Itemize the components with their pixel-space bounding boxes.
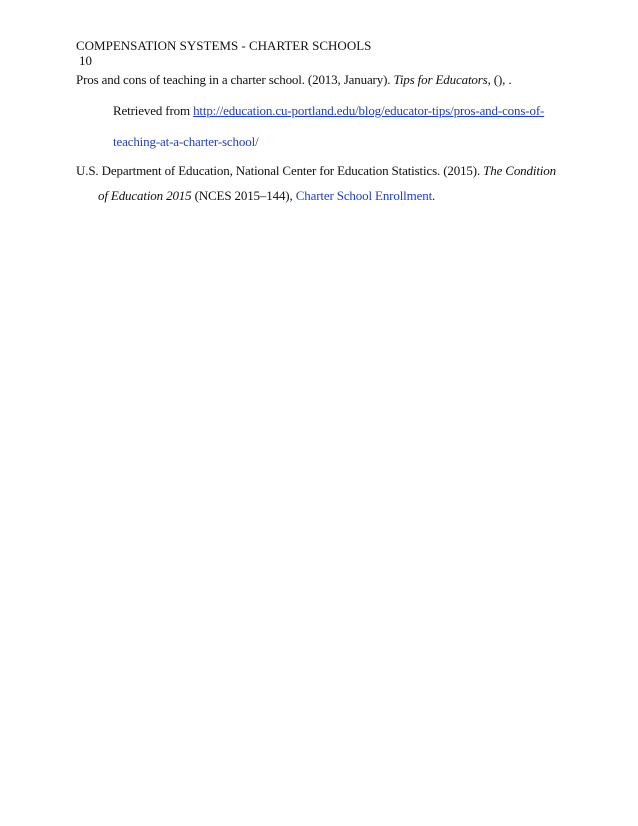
reference-1-retrieved-label: Retrieved from xyxy=(113,103,194,118)
reference-1-text: Pros and cons of teaching in a charter school. (2013, January). xyxy=(76,72,394,87)
reference-1-line-1 xyxy=(76,72,576,87)
page-number: 10 xyxy=(79,53,92,68)
reference-2-title-part-2: of Education 2015 xyxy=(98,188,192,203)
running-head: COMPENSATION SYSTEMS - CHARTER SCHOOLS xyxy=(76,38,372,53)
reference-2-title-part-1: The Condition xyxy=(483,163,556,178)
charter-school-enrollment-link[interactable]: Charter School Enrollment xyxy=(295,188,433,203)
reference-2-report-number: (NCES 2015–144), xyxy=(191,188,296,203)
reference-1-line-2 xyxy=(76,103,576,118)
reference-2-text: U.S. Department of Education, National Center for Education Statistics. (2015). xyxy=(76,163,484,178)
reference-2-period: . xyxy=(432,188,436,203)
reference-1-url-link-continued[interactable]: teaching-at-a-charter-school/ xyxy=(113,134,259,149)
reference-2-line-2 xyxy=(76,188,576,203)
reference-1-text-end: (), . xyxy=(490,72,512,87)
reference-1-line-3 xyxy=(76,134,576,149)
reference-2-line-1 xyxy=(76,163,576,178)
reference-1-url-link[interactable]: http://education.cu-portland.edu/blog/educator-tips/pros-and-cons-of- xyxy=(193,103,545,118)
reference-1-source-title: Tips for Educators, xyxy=(393,72,491,87)
